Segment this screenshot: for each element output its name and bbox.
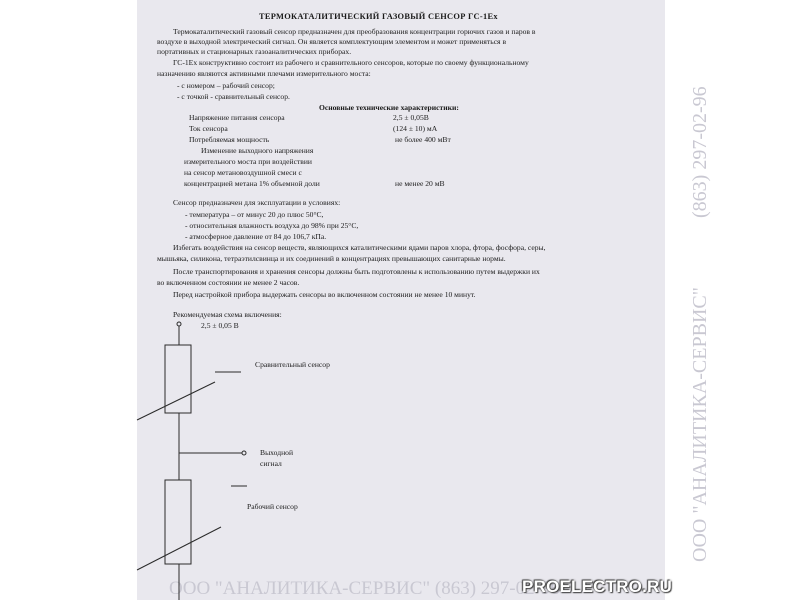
work-resistor [165,480,191,564]
spec-multi-line: измерительного моста при воздействии [184,157,312,166]
spec-value: не менее 20 мВ [395,179,445,188]
notes-line: Избегать воздействия на сенсор веществ, являющихся каталитическими ядами паров хлора, фтора, фосфора, серы, [173,243,546,252]
spec-multi-line: на сенсор метановоздушной смеси с [184,168,302,177]
spec-label: Напряжение питания сенсора [189,113,285,122]
spec-multi-line: Изменение выходного напряжения [201,146,314,155]
circuit-supply-label: 2,5 ± 0,05 В [201,321,239,330]
circuit-output-label: Выходной [260,448,294,457]
spec-value: 2,5 ± 0,05В [393,113,429,122]
ref-resistor-arrow [137,382,215,420]
document-sheet [137,0,711,600]
stamp-phone-vertical: (863) 297-02-96 [689,86,711,218]
spec-label: Потребляемая мощность [189,135,270,144]
notes-line: Перед настройкой прибора выдержать сенсоры во включенном состоянии не менее 10 минут. [173,290,476,299]
notes-line: во включенном состоянии не менее 2 часов. [157,278,300,287]
spec-label: Ток сенсора [189,124,228,133]
circuit-work-sensor-label: Рабочий сенсор [247,502,298,511]
conditions-line: - температура – от минус 20 до плюс 50°С, [185,210,324,219]
intro-line: Термокаталитический газовый сенсор предназначен для преобразования концентрации горючих газов и паров в [173,27,536,36]
specs-heading: Основные технические характеристики: [319,103,459,112]
spec-value: не более 400 мВт [395,135,451,144]
intro-line: - с номером – рабочий сенсор; [177,81,275,90]
notes-line: мышьяка, силикона, тетраэтилсвинца и их соединений в концентрациях превышающих санитарные нормы. [157,254,506,263]
spec-value: (124 ± 10) мА [393,124,438,133]
intro-line: ГС-1Ех конструктивно состоит из рабочего и сравнительного сенсоров, которые по своему функциональному [173,58,529,67]
conditions-line: - относительная влажность воздуха до 98% при 25°С, [185,221,359,230]
circuit-ref-sensor-label: Сравнительный сенсор [255,360,330,369]
spec-multi-line: концентрацией метана 1% объемной доли [184,179,320,188]
intro-line: портативных и стационарных газоаналитических приборах. [157,47,352,56]
conditions-line: Сенсор предназначен для эксплуатации в условиях: [173,198,341,207]
stamp-company-vertical: ООО "АНАЛИТИКА-СЕРВИС" [689,287,711,562]
intro-line: воздухе в выходной электрический сигнал. Он является комплектующим элементом и может применяться в [157,37,507,46]
circuit-diagram [137,0,665,600]
document-title: ТЕРМОКАТАЛИТИЧЕСКИЙ ГАЗОВЫЙ СЕНСОР ГС-1Ех [259,12,498,21]
intro-line: - с точкой - сравнительный сенсор. [177,92,290,101]
output-terminal-icon [242,451,246,455]
circuit-heading: Рекомендуемая схема включения: [173,310,282,319]
notes-line: После транспортирования и хранения сенсоры должны быть подготовлены к использованию путем выдержки их [173,267,540,276]
supply-terminal-icon [177,322,181,326]
stamp-horizontal: ООО "АНАЛИТИКА-СЕРВИС" (863) 297-02-96 [169,578,560,599]
circuit-output-label: сигнал [260,459,282,468]
intro-line: назначению являются активными плечами измерительного моста: [157,69,371,78]
site-watermark: PROELECTRO.RU [522,577,672,596]
conditions-line: - атмосферное давление от 84 до 106,7 кПа. [185,232,327,241]
ref-resistor [165,345,191,413]
